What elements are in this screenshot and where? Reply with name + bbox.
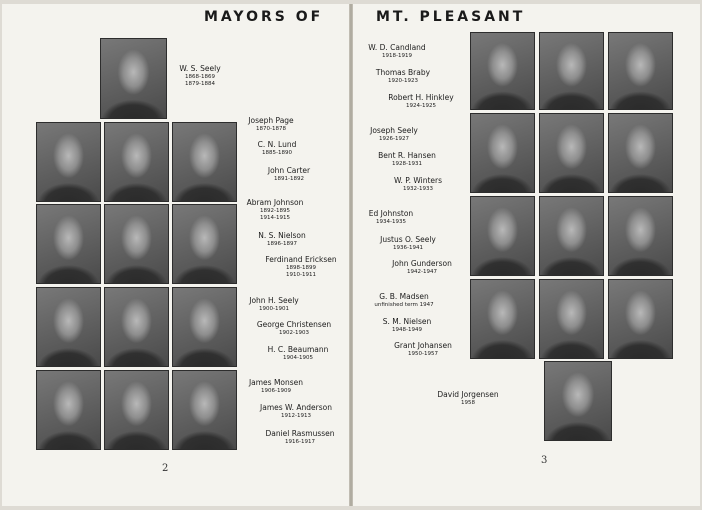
mayor-term: 1870-1878 xyxy=(256,126,286,132)
portrait-justus-o-seely xyxy=(539,196,604,276)
page-number-right: 3 xyxy=(541,455,548,466)
caption-ed-johnston xyxy=(362,209,420,226)
mayor-name: John Gunderson xyxy=(392,259,452,268)
portrait-john-carter xyxy=(172,122,237,202)
caption-ws-seely xyxy=(170,64,230,88)
portrait-joseph-page xyxy=(36,122,101,202)
portrait-john-h-seely xyxy=(36,287,101,367)
portrait-gb-madsen xyxy=(470,279,535,359)
mayor-term: 1918-1919 xyxy=(382,53,412,59)
caption-david-jorgensen xyxy=(432,390,504,407)
mayor-name: Bent R. Hansen xyxy=(378,151,436,160)
mayor-term: 1932-1933 xyxy=(403,186,433,192)
mayor-term: 1898-1899 xyxy=(286,265,316,271)
portrait-wp-winters xyxy=(608,113,673,193)
portrait-joseph-seely xyxy=(470,113,535,193)
caption-sm-nielsen xyxy=(374,317,440,334)
portrait-david-jorgensen xyxy=(544,361,612,441)
mayor-name: Robert H. Hinkley xyxy=(388,93,454,102)
caption-justus-o-seely xyxy=(374,235,442,252)
mayor-name: Joseph Seely xyxy=(370,126,418,135)
caption-ferdinand-ericksen xyxy=(261,255,341,279)
caption-john-h-seely xyxy=(242,296,306,313)
caption-daniel-rasmussen xyxy=(264,429,336,446)
mayor-name: Abram Johnson xyxy=(246,198,304,207)
mayor-term: 1892-1895 xyxy=(260,208,290,214)
portrait-grant-johansen xyxy=(608,279,673,359)
mayor-name: Justus O. Seely xyxy=(380,235,436,244)
mayor-term: 1885-1890 xyxy=(262,150,292,156)
page-title-right: MT. PLEASANT xyxy=(376,9,526,25)
mayor-name: John H. Seely xyxy=(249,296,299,305)
portrait-daniel-rasmussen xyxy=(172,370,237,450)
mayor-name: James W. Anderson xyxy=(260,403,332,412)
mayor-term: 1900-1901 xyxy=(259,306,289,312)
mayor-term: 1912-1913 xyxy=(281,413,311,419)
mayor-term: 1910-1911 xyxy=(286,272,316,278)
mayor-term: 1904-1905 xyxy=(283,355,313,361)
mayor-name: James Monsen xyxy=(248,378,304,387)
mayor-term: 1914-1915 xyxy=(260,215,290,221)
caption-george-christensen xyxy=(254,320,334,337)
mayor-term: 1896-1897 xyxy=(267,241,297,247)
mayor-term: 1942-1947 xyxy=(407,269,437,275)
portrait-ferdinand-ericksen xyxy=(172,204,237,284)
mayor-name: Daniel Rasmussen xyxy=(265,429,335,438)
mayor-term: 1926-1927 xyxy=(379,136,409,142)
mayor-term: 1879-1884 xyxy=(185,81,215,87)
mayor-term: 1924-1925 xyxy=(406,103,436,109)
mayor-name: N. S. Nielson xyxy=(258,231,306,240)
portrait-john-gunderson xyxy=(608,196,673,276)
caption-joseph-page xyxy=(240,116,302,133)
caption-wd-candland xyxy=(364,43,430,60)
mayor-name: John Carter xyxy=(267,166,311,175)
caption-cn-lund xyxy=(246,140,308,157)
mayor-term: 1891-1892 xyxy=(274,176,304,182)
portrait-hc-beaumann xyxy=(172,287,237,367)
portrait-ns-nielson xyxy=(104,204,169,284)
mayor-name: S. M. Nielsen xyxy=(382,317,432,326)
mayor-name: W. P. Winters xyxy=(393,176,443,185)
portrait-abram-johnson xyxy=(36,204,101,284)
mayor-name: W. D. Candland xyxy=(368,43,426,52)
mayor-name: H. C. Beaumann xyxy=(267,345,329,354)
caption-bent-r-hansen xyxy=(373,151,441,168)
mayor-term: 1920-1923 xyxy=(388,78,418,84)
book-spine xyxy=(349,4,353,506)
caption-hc-beaumann xyxy=(262,345,334,362)
mayor-term: unfinished term 1947 xyxy=(374,302,434,308)
mayor-term: 1868-1869 xyxy=(185,74,215,80)
caption-gb-madsen xyxy=(364,292,444,309)
caption-wp-winters xyxy=(384,176,452,193)
mayor-name: Thomas Braby xyxy=(375,68,431,77)
mayor-name: C. N. Lund xyxy=(257,140,297,149)
caption-joseph-seely xyxy=(364,126,424,143)
mayor-term: 1916-1917 xyxy=(285,439,315,445)
portrait-robert-h-hinkley xyxy=(608,32,673,110)
caption-thomas-braby xyxy=(372,68,434,85)
mayor-name: Grant Johansen xyxy=(394,341,452,350)
mayor-name: David Jorgensen xyxy=(437,390,499,399)
portrait-thomas-braby xyxy=(539,32,604,110)
mayor-term: 1936-1941 xyxy=(393,245,423,251)
page-title-left: MAYORS OF xyxy=(204,9,324,25)
portrait-ws-seely xyxy=(100,38,167,119)
mayor-term: 1928-1931 xyxy=(392,161,422,167)
page-number-left: 2 xyxy=(162,463,169,474)
caption-grant-johansen xyxy=(388,341,458,358)
mayor-name: Ferdinand Ericksen xyxy=(265,255,337,264)
mayor-term: 1902-1903 xyxy=(279,330,309,336)
mayor-name: Ed Johnston xyxy=(368,209,414,218)
portrait-james-monsen xyxy=(36,370,101,450)
mayor-name: G. B. Madsen xyxy=(379,292,429,301)
caption-james-w-anderson xyxy=(256,403,336,420)
mayor-term: 1948-1949 xyxy=(392,327,422,333)
mayor-name: Joseph Page xyxy=(248,116,294,125)
caption-james-monsen xyxy=(244,378,308,395)
portrait-ed-johnston xyxy=(470,196,535,276)
portrait-james-w-anderson xyxy=(104,370,169,450)
mayor-term: 1934-1935 xyxy=(376,219,406,225)
caption-john-carter xyxy=(258,166,320,183)
mayor-name: George Christensen xyxy=(256,320,332,329)
portrait-sm-nielsen xyxy=(539,279,604,359)
portrait-wd-candland xyxy=(470,32,535,110)
caption-robert-h-hinkley xyxy=(384,93,458,110)
mayor-term: 1950-1957 xyxy=(408,351,438,357)
portrait-george-christensen xyxy=(104,287,169,367)
portrait-bent-r-hansen xyxy=(539,113,604,193)
caption-ns-nielson xyxy=(250,231,314,248)
portrait-cn-lund xyxy=(104,122,169,202)
mayor-name: W. S. Seely xyxy=(179,64,221,73)
caption-john-gunderson xyxy=(386,259,458,276)
mayor-term: 1906-1909 xyxy=(261,388,291,394)
mayor-term: 1958 xyxy=(461,400,475,406)
caption-abram-johnson xyxy=(242,198,308,222)
